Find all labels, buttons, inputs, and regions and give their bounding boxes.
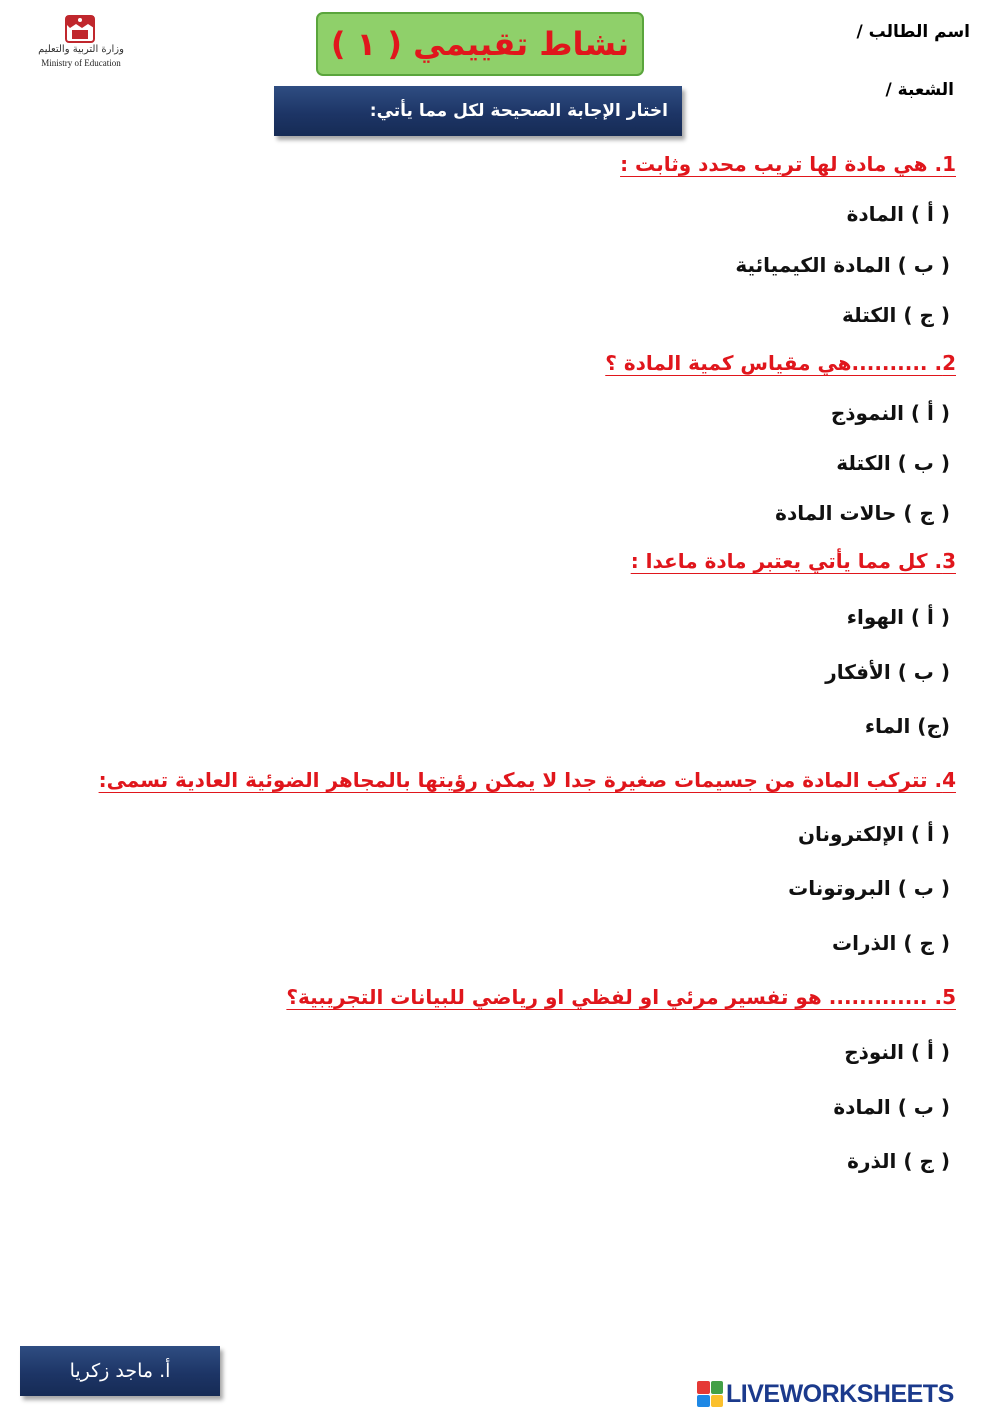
option-5b[interactable]: ( ب ) المادة	[833, 1095, 950, 1119]
option-2c[interactable]: ( ج ) حالات المادة	[775, 501, 950, 525]
liveworksheets-logo-icon	[697, 1381, 723, 1407]
liveworksheets-watermark	[697, 1378, 995, 1410]
page-title: نشاط تقييمي ( ١ )	[330, 25, 630, 63]
ministry-logo	[22, 14, 140, 74]
option-3c[interactable]: (ج) الماء	[864, 714, 950, 738]
option-2a[interactable]: ( أ ) النموذج	[830, 401, 950, 425]
teacher-banner	[20, 1346, 220, 1396]
option-4b[interactable]: ( ب ) البروتونات	[788, 876, 950, 900]
instruction-banner	[274, 86, 682, 136]
option-5a[interactable]: ( أ ) النوذج	[844, 1040, 950, 1064]
teacher-name: أ. ماجد زكريا	[69, 1360, 171, 1382]
option-3a[interactable]: ( أ ) الهواء	[846, 605, 950, 629]
option-3b[interactable]: ( ب ) الأفكار	[825, 660, 950, 684]
student-name-label: اسم الطالب /	[856, 22, 970, 42]
instruction-text: اختار الإجابة الصحيحة لكل مما يأتي:	[369, 101, 668, 121]
ministry-name-en: Ministry of Education	[41, 58, 121, 68]
option-1c[interactable]: ( ج ) الكتلة	[841, 303, 950, 327]
option-1a[interactable]: ( أ ) المادة	[846, 202, 950, 226]
question-3: 3. كل مما يأتي يعتبر مادة ماعدا :	[630, 549, 956, 573]
emblem-icon	[22, 14, 140, 46]
watermark-text: LIVEWORKSHEETS	[726, 1379, 954, 1408]
question-2: 2. ..........هي مقياس كمية المادة ؟	[605, 351, 956, 375]
question-4: 4. تتركب المادة من جسيمات صغيرة جدا لا يمكن رؤيتها بالمجاهر الضوئية العادية تسمى:	[98, 768, 956, 792]
option-4c[interactable]: ( ج ) الذرات	[832, 931, 950, 955]
question-1: 1. هي مادة لها تريب محدد وثابت :	[620, 152, 956, 176]
section-label: الشعبة /	[885, 80, 954, 100]
option-5c[interactable]: ( ج ) الذرة	[847, 1149, 950, 1173]
title-box	[316, 12, 644, 76]
ministry-name-ar: وزارة التربية والتعليم	[38, 44, 124, 55]
option-2b[interactable]: ( ب ) الكتلة	[836, 451, 950, 475]
question-5: 5. ............. هو تفسير مرئي او لفظي او رياضي للبيانات التجريبية؟	[286, 985, 956, 1009]
option-4a[interactable]: ( أ ) الإلكترونان	[797, 822, 950, 846]
option-1b[interactable]: ( ب ) المادة الكيميائية	[735, 253, 950, 277]
